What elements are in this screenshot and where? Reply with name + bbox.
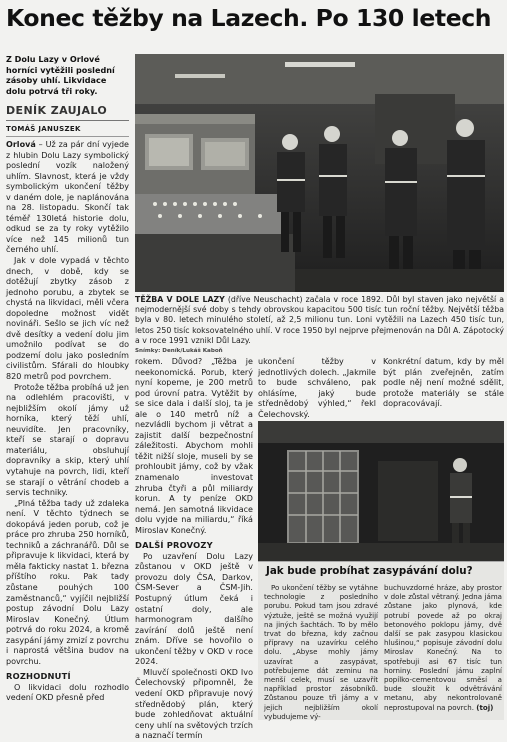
paragraph: ukončení těžby v jednotlivých dolech. „Jakmile to bude schváleno, pak ohlásíme, jaký bude střednědobý výhled,“ řekl Čelechovský. — [258, 357, 376, 419]
info-box-title: Jak bude probíhat zasypávání dolu? — [266, 565, 473, 577]
paragraph: Mluvčí společnosti OKD Ivo Čelechovský připomněl, že vedení OKD připravuje nový střednědobý plán, který bude zohledňovat aktuální ceny uhlí na světových trzích a naznačí termín — [135, 667, 253, 741]
paragraph: Jak v dole vypadá v těchto dnech, v době, kdy se dotěžují zbytky zásob z jednoho porubu, a zbytek se chystá na likvidaci, měli včera dopoledne možnost vidět novináři. Sešlo se jich víc než dvě desítky a vedení dolu jim umožnilo podívat se do podzemí dolu jako posledním civilistům. Sfárali do hloubky 820 metrů pod povrchem. — [6, 256, 129, 382]
author-divider — [6, 136, 129, 137]
author-signature: (toj) — [476, 702, 494, 712]
article-column-2 — [135, 357, 253, 741]
mine-shaft-illustration — [258, 421, 504, 561]
subheading: ROZHODNUTÍ — [6, 671, 71, 682]
caption-text: (dříve Neuschacht) začala v roce 1892. Důl byl staven jako největší a nejmodernější své doby s tehdy obrovskou kapacitou 500 tisíc tun roční těžby. Největší těžba byla v 80. letech minulého století, až 2,5 milionu tun. Loni vytěžili na Lazech 450 tisíc tun, letos 250 tisíc koksovatelného uhlí. V roce 1950 byl nejprve přejmenován na Důl A. Zápotocký a v roce 1991 vznikl Důl Lazy. — [135, 295, 504, 345]
paragraph: „Plná těžba tady už zdaleka není. V těchto týdnech se dokopává jeden porub, což je práce pro zhruba 250 horníků, techniků a záchranářů. Důl se připravuje k likvidaci, která by měla fakticky nastat 1. března příštího roku. Pak tady zůstane pouhých 100 zaměstnanců,“ vyjíčil nejbližší postup závodní Dolu Lazy Miroslav Konečný. Útlum potrvá do roku 2024, a kromě zasypání jámy zmizí z povrchu i naprostá většina budov na povrchu. — [6, 498, 130, 666]
info-box-column-left — [264, 583, 378, 721]
article-lead: Z Dolu Lazy v Orlové horníci vytěžili poslední zásoby uhlí. Likvidace dolu potrvá tři roky. — [6, 54, 115, 96]
article-column-4 — [383, 357, 504, 419]
paragraph — [6, 140, 129, 256]
paragraph: rokem. Důvod? „Těžba je neekonomická. Porub, který nyní kopeme, je 200 metrů pod úrovní patra. Vytěžit by se sice dala i další sloj, ta je ale o 140 metrů níž a nezvládli bychom ji větrat a zajistit další bezpečnostní záležitosti. Abychom mohli těžit nižší sloje, museli by se prohloubit jámy, což by vžak znamenalo investovat zhruba čtyři a půl miliardy korun. A ty peníze OKD nemá. Jen samotná likvidace dolu vyjde na miliardu,“ říká Miroslav Konečný. — [135, 357, 253, 535]
article-column-3 — [258, 357, 376, 419]
photo-caption — [135, 295, 504, 356]
paragraph: Protože těžba probíhá už jen na odlehlém pracovišti, v nejbližším okolí jámy už horníka, který těží uhlí, neuvidíte. Jen pracovníky, kteří se starají o dopravu materiálu, obsluhují dopravníky a skip, který uhlí vytahuje na povrch, lidi, kteří se starají o větrání chodeb a servis techniky. — [6, 382, 129, 498]
photo-credit: Snímky: Deník/Lukáš Kaboň — [135, 348, 223, 355]
subheading: DALŠÍ PROVOZY — [135, 540, 213, 551]
paragraph: Konkrétní datum, kdy by měl být plán zveřejněn, zatím podle něj není možné sdělit, protože materiály se stále dopracovávají. — [383, 357, 504, 409]
article-headline: Konec těžby na Lazech. Po 130 letech — [6, 4, 492, 32]
paragraph — [384, 583, 502, 712]
control-room-illustration — [135, 54, 504, 292]
paragraph: Po uzavření Dolu Lazy zůstanou v OKD ještě v provozu doly ČSA, Darkov, ČSM-Sever a ČSM-Jih. Postupný útlum čeká i ostatní doly, ale harmonogram dalšího zavírání dolů ještě není znám. Dříve se hovořilo o ukončení těžby v OKD v roce 2024. — [135, 551, 253, 667]
mine-shaft-photo — [258, 421, 504, 561]
paragraph-text: buchuvzdorné hráze, aby prostor v dole zůstal větraný. Jedna jáma zůstane jako plynová, kde potrubí povede až po okraj betonového poklopu jámy, dvě další se pak zasypou klasickou hlušinou,“ popisuje závodní dolu Miroslav Konečný. Na to spotřebuji asi 67 tisíc tun horniny. Poslední jámu zaplní popílko-cementovou směsí a bude sloužit k odvětrávání metanu, aby nekontrolovaně neprostupoval na povrch. — [384, 583, 502, 712]
control-room-photo — [135, 54, 504, 292]
article-column-1 — [6, 140, 129, 720]
paragraph: O likvidaci dolu rozhodlo vedení OKD přesně před — [6, 682, 129, 703]
dateline: Orlová — [6, 140, 36, 149]
section-byline: DENÍK ZAUJALO — [6, 104, 108, 117]
paragraph-text: – Už za pár dní vyjede z hlubin Dolu Lazy symbolický poslední vozík naložený uhlím. Slavnost, která je vždy symbolickým ukončení těžby v daném dole, je naplánována na 28. listopadu. Skončí tak téměř 130letá historie dolu, odkud se za ty roky vytěžilo více než 145 milionů tun černého uhlí. — [6, 140, 129, 255]
author-name: TOMÁŠ JANUSZEK — [6, 125, 81, 133]
paragraph: Po ukončení těžby se vytáhne technologie z posledního porubu. Pokud tam jsou zdravé výztuže, ještě se možná využijí na jiných šachtách. To by mělo trvat do března, kdy začnou přípravy na uzavírku celého dolu. „Abyse mohly jámy uzavírat a zasypávat, potřebujeme dát zeminu na menší celek, musí se uzavřít například prostor zásobníků. Zůstanou pouze tři jámy a v jejich nejbližším okolí vybudujeme vý- — [264, 583, 378, 721]
caption-lead: TĚŽBA V DOLE LAZY — [135, 295, 225, 304]
byline-divider — [6, 120, 129, 121]
info-box-column-right — [384, 583, 502, 718]
